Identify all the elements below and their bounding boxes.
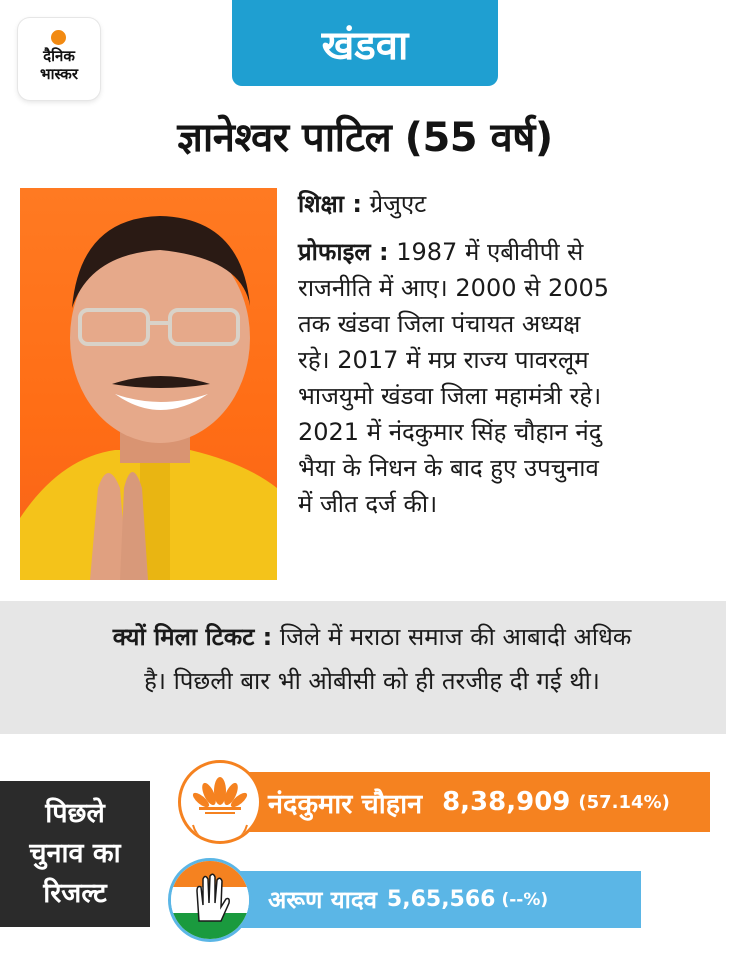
result-candidate: नंदकुमार चौहान bbox=[268, 788, 423, 820]
sun-icon bbox=[51, 30, 66, 45]
ticket-reason-text bbox=[32, 615, 712, 703]
profile-line: भैया के निधन के बाद हुए उपचुनाव bbox=[298, 454, 599, 482]
profile-line: तक खंडवा जिला पंचायत अध्यक्ष bbox=[298, 310, 581, 338]
ticket-reason-line-1: जिले में मराठा समाज की आबादी अधिक bbox=[279, 623, 632, 651]
profile-line: 2021 में नंदकुमार सिंह चौहान नंदु bbox=[298, 418, 602, 446]
candidate-name: ज्ञानेश्वर पाटिल (55 वर्ष) bbox=[177, 115, 553, 161]
bjp-lotus-icon bbox=[178, 760, 262, 844]
result-bar-runner-up bbox=[222, 871, 641, 928]
dainik-bhaskar-logo bbox=[18, 18, 100, 100]
profile-line: राजनीति में आए। 2000 से 2005 bbox=[298, 274, 610, 302]
candidate-photo bbox=[20, 188, 277, 580]
result-votes: 5,65,566 bbox=[386, 887, 496, 912]
profile-label: प्रोफाइल : bbox=[298, 238, 389, 266]
ticket-reason-line-2: है। पिछली बार भी ओबीसी को ही तरजीह दी गई थी। bbox=[144, 667, 600, 695]
ticket-reason-label: क्यों मिला टिकट : bbox=[112, 623, 273, 651]
education-value: ग्रेजुएट bbox=[369, 190, 427, 218]
profile-block bbox=[298, 234, 718, 522]
profile-line: भाजयुमो खंडवा जिला महामंत्री रहे। bbox=[298, 382, 602, 410]
profile-line: में जीत दर्ज की। bbox=[298, 490, 438, 518]
city-banner: खंडवा bbox=[232, 0, 498, 86]
logo-line-1: दैनिक bbox=[43, 47, 75, 65]
ticket-reason-box bbox=[0, 601, 726, 734]
education-label: शिक्षा : bbox=[298, 190, 362, 218]
result-candidate: अरूण यादव bbox=[268, 886, 377, 914]
profile-line: प्रोफाइल : 1987 में एबीवीपी से bbox=[298, 238, 584, 266]
previous-result-label: पिछले चुनाव का रिजल्ट bbox=[0, 781, 150, 927]
result-votes: 8,38,909 bbox=[442, 787, 571, 817]
candidate-info bbox=[298, 186, 718, 522]
education-line bbox=[298, 186, 718, 222]
result-bar-winner bbox=[222, 772, 710, 832]
result-percent: (--%) bbox=[501, 889, 549, 910]
congress-hand-icon bbox=[168, 858, 252, 942]
logo-line-2: भास्कर bbox=[40, 65, 78, 83]
profile-line: रहे। 2017 में मप्र राज्य पावरलूम bbox=[298, 346, 589, 374]
result-percent: (57.14%) bbox=[578, 791, 670, 813]
